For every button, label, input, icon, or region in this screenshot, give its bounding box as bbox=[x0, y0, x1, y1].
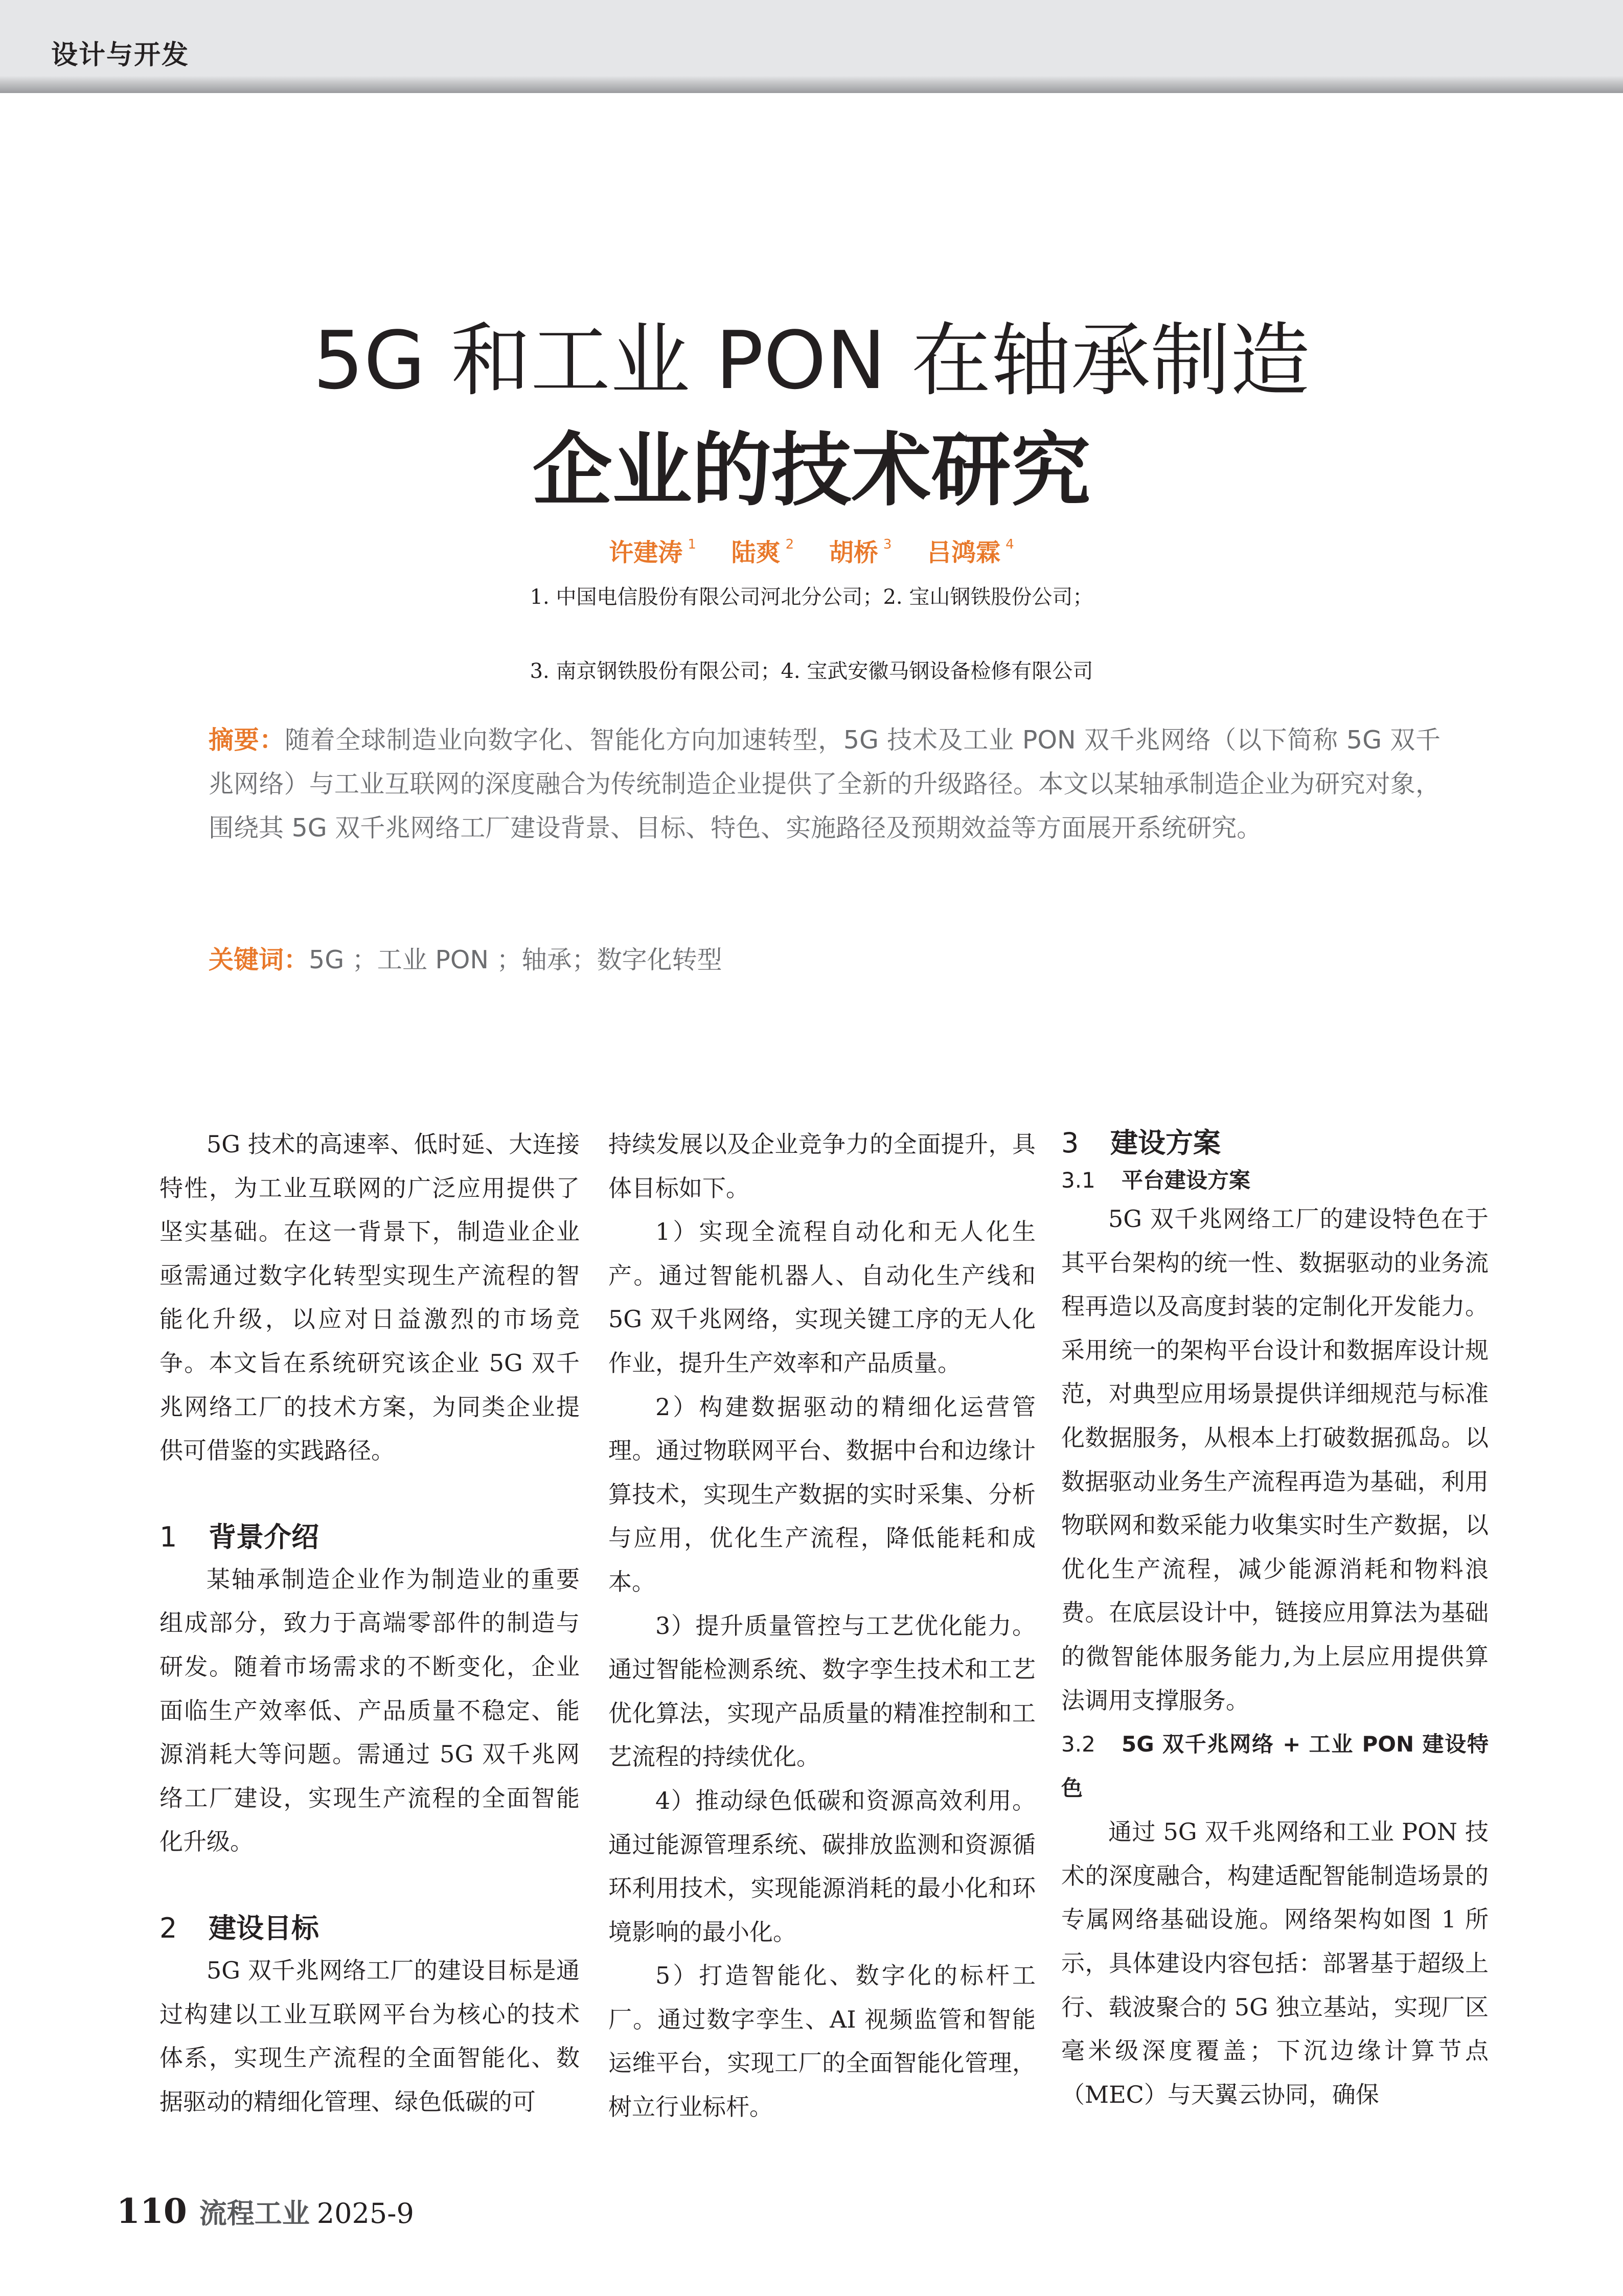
author-name: 许建涛 bbox=[609, 538, 683, 567]
section-2-paragraph-continued: 持续发展以及企业竞争力的全面提升，具体目标如下。 bbox=[608, 1130, 1036, 1202]
affiliations-line2: 3. 南京钢铁股份有限公司；4. 宝武安徽马钢设备检修有限公司 bbox=[530, 660, 1093, 683]
section-title: 建设目标 bbox=[209, 1912, 319, 1944]
subsection-heading-3-1 bbox=[1061, 1164, 1489, 1197]
subsection-3-2-paragraph: 通过 5G 双千兆网络和工业 PON 技术的深度融合，构建适配智能制造场景的专属网络基础设施。网络架构如图 1 所示，具体建设内容包括：部署基于超级上行、载波聚合的 5G 独立基站，实现厂区毫米级深度覆盖；下沉边缘计算节点（MEC）与天翼云协同，确保 bbox=[1061, 1818, 1489, 2108]
section-title: 建设方案 bbox=[1110, 1127, 1221, 1159]
goal-item: 1）实现全流程自动化和无人化生产。通过智能机器人、自动化生产线和 5G 双千兆网络，实现关键工序的无人化作业，提升生产效率和产品质量。 bbox=[608, 1218, 1036, 1377]
body-column-2 bbox=[608, 1123, 1036, 2129]
body-column-1 bbox=[159, 1123, 580, 2124]
section-heading-2 bbox=[159, 1908, 580, 1949]
article-title-line2: 企业的技术研究 bbox=[532, 423, 1091, 517]
author bbox=[927, 538, 1014, 567]
article-title-line1: 5G 和工业 PON 在轴承制造 bbox=[313, 313, 1310, 407]
subsection-number: 3.1 bbox=[1061, 1168, 1095, 1193]
subsection-3-1-paragraph: 5G 双千兆网络工厂的建设特色在于其平台架构的统一性、数据驱动的业务流程再造以及高度封装的定制化开发能力。采用统一的架构平台设计和数据库设计规范，对典型应用场景提供详细规范与标准化数据服务，从根本上打破数据孤岛。以数据驱动业务生产流程再造为基础，利用物联网和数采能力收集实时生产数据，以优化生产流程，减少能源消耗和物料浪费。在底层设计中，链接应用算法为基础的微智能体服务能力,为上层应用提供算法调用支撑服务。 bbox=[1061, 1205, 1489, 1714]
goal-item: 5）打造智能化、数字化的标杆工厂。通过数字孪生、AI 视频监管和智能运维平台，实现工厂的全面智能化管理，树立行业标杆。 bbox=[608, 1962, 1036, 2121]
author bbox=[609, 538, 696, 567]
keywords bbox=[209, 940, 1441, 981]
subsection-title: 平台建设方案 bbox=[1122, 1168, 1251, 1193]
page-footer bbox=[117, 2191, 414, 2241]
section-heading-1 bbox=[159, 1517, 580, 1558]
section-2-paragraph: 5G 双千兆网络工厂的建设目标是通过构建以工业互联网平台为核心的技术体系，实现生产流程的全面智能化、数据驱动的精细化管理、绿色低碳的可 bbox=[159, 1956, 580, 2116]
journal-issue: 2025-9 bbox=[316, 2197, 414, 2230]
author-affiliation-mark: 3 bbox=[883, 537, 892, 552]
subsection-heading-3-2 bbox=[1061, 1722, 1489, 1810]
abstract bbox=[209, 718, 1441, 850]
affiliations-line1: 1. 中国电信股份有限公司河北分公司；2. 宝山钢铁股份公司； bbox=[530, 585, 1093, 609]
keywords-label: 关键词： bbox=[209, 945, 309, 974]
goal-item: 2）构建数据驱动的精细化运营管理。通过物联网平台、数据中台和边缘计算技术，实现生产数据的实时采集、分析与应用，优化生产流程，降低能耗和成本。 bbox=[608, 1393, 1036, 1596]
section-label: 设计与开发 bbox=[51, 40, 190, 71]
author-affiliation-mark: 4 bbox=[1005, 537, 1014, 552]
author bbox=[829, 538, 892, 567]
keywords-text: 5G ；工业 PON ；轴承；数字化转型 bbox=[309, 945, 722, 974]
body-column-3 bbox=[1061, 1123, 1489, 2117]
section-number: 2 bbox=[159, 1912, 177, 1944]
abstract-text: 随着全球制造业向数字化、智能化方向加速转型，5G 技术及工业 PON 双千兆网络（以下简称 5G 双千兆网络）与工业互联网的深度融合为传统制造企业提供了全新的升级路径。本文以某轴承制造企业为研究对象，围绕其 5G 双千兆网络工厂建设背景、目标、特色、实施路径及预期效益等方面展开系统研究。 bbox=[209, 725, 1441, 843]
author-name: 陆爽 bbox=[731, 538, 781, 567]
goal-item: 4）推动绿色低碳和资源高效利用。通过能源管理系统、碳排放监测和资源循环利用技术，实现能源消耗的最小化和环境影响的最小化。 bbox=[608, 1786, 1036, 1946]
author-affiliation-mark: 1 bbox=[688, 537, 696, 552]
author-list bbox=[0, 527, 1623, 571]
author bbox=[732, 538, 794, 567]
author-name: 胡桥 bbox=[829, 538, 878, 567]
section-heading-3 bbox=[1061, 1123, 1489, 1164]
section-number: 3 bbox=[1061, 1127, 1079, 1159]
abstract-label: 摘要： bbox=[209, 725, 285, 755]
journal-name: 流程工业 bbox=[199, 2197, 310, 2230]
section-header-band bbox=[0, 0, 1623, 93]
subsection-number: 3.2 bbox=[1061, 1732, 1095, 1757]
section-title: 背景介绍 bbox=[209, 1520, 319, 1553]
page-number: 110 bbox=[117, 2191, 187, 2231]
subsection-title: 5G 双千兆网络 + 工业 PON 建设特色 bbox=[1061, 1732, 1489, 1801]
section-1-paragraph: 某轴承制造企业作为制造业的重要组成部分，致力于高端零部件的制造与研发。随着市场需求的不断变化，企业面临生产效率低、产品质量不稳定、能源消耗大等问题。需通过 5G 双千兆网络工厂建设，实现生产流程的全面智能化升级。 bbox=[159, 1565, 580, 1856]
goal-item: 3）提升质量管控与工艺优化能力。通过智能检测系统、数字孪生技术和工艺优化算法，实现产品质量的精准控制和工艺流程的持续优化。 bbox=[608, 1611, 1036, 1771]
author-name: 吕鸿霖 bbox=[927, 538, 1001, 567]
intro-paragraph: 5G 技术的高速率、低时延、大连接特性，为工业互联网的广泛应用提供了坚实基础。在这一背景下，制造业企业亟需通过数字化转型实现生产流程的智能化升级，以应对日益激烈的市场竞争。本文旨在系统研究该企业 5G 双千兆网络工厂的技术方案，为同类企业提供可借鉴的实践路径。 bbox=[159, 1130, 580, 1465]
section-number: 1 bbox=[159, 1520, 177, 1553]
author-affiliation-mark: 2 bbox=[785, 537, 794, 552]
